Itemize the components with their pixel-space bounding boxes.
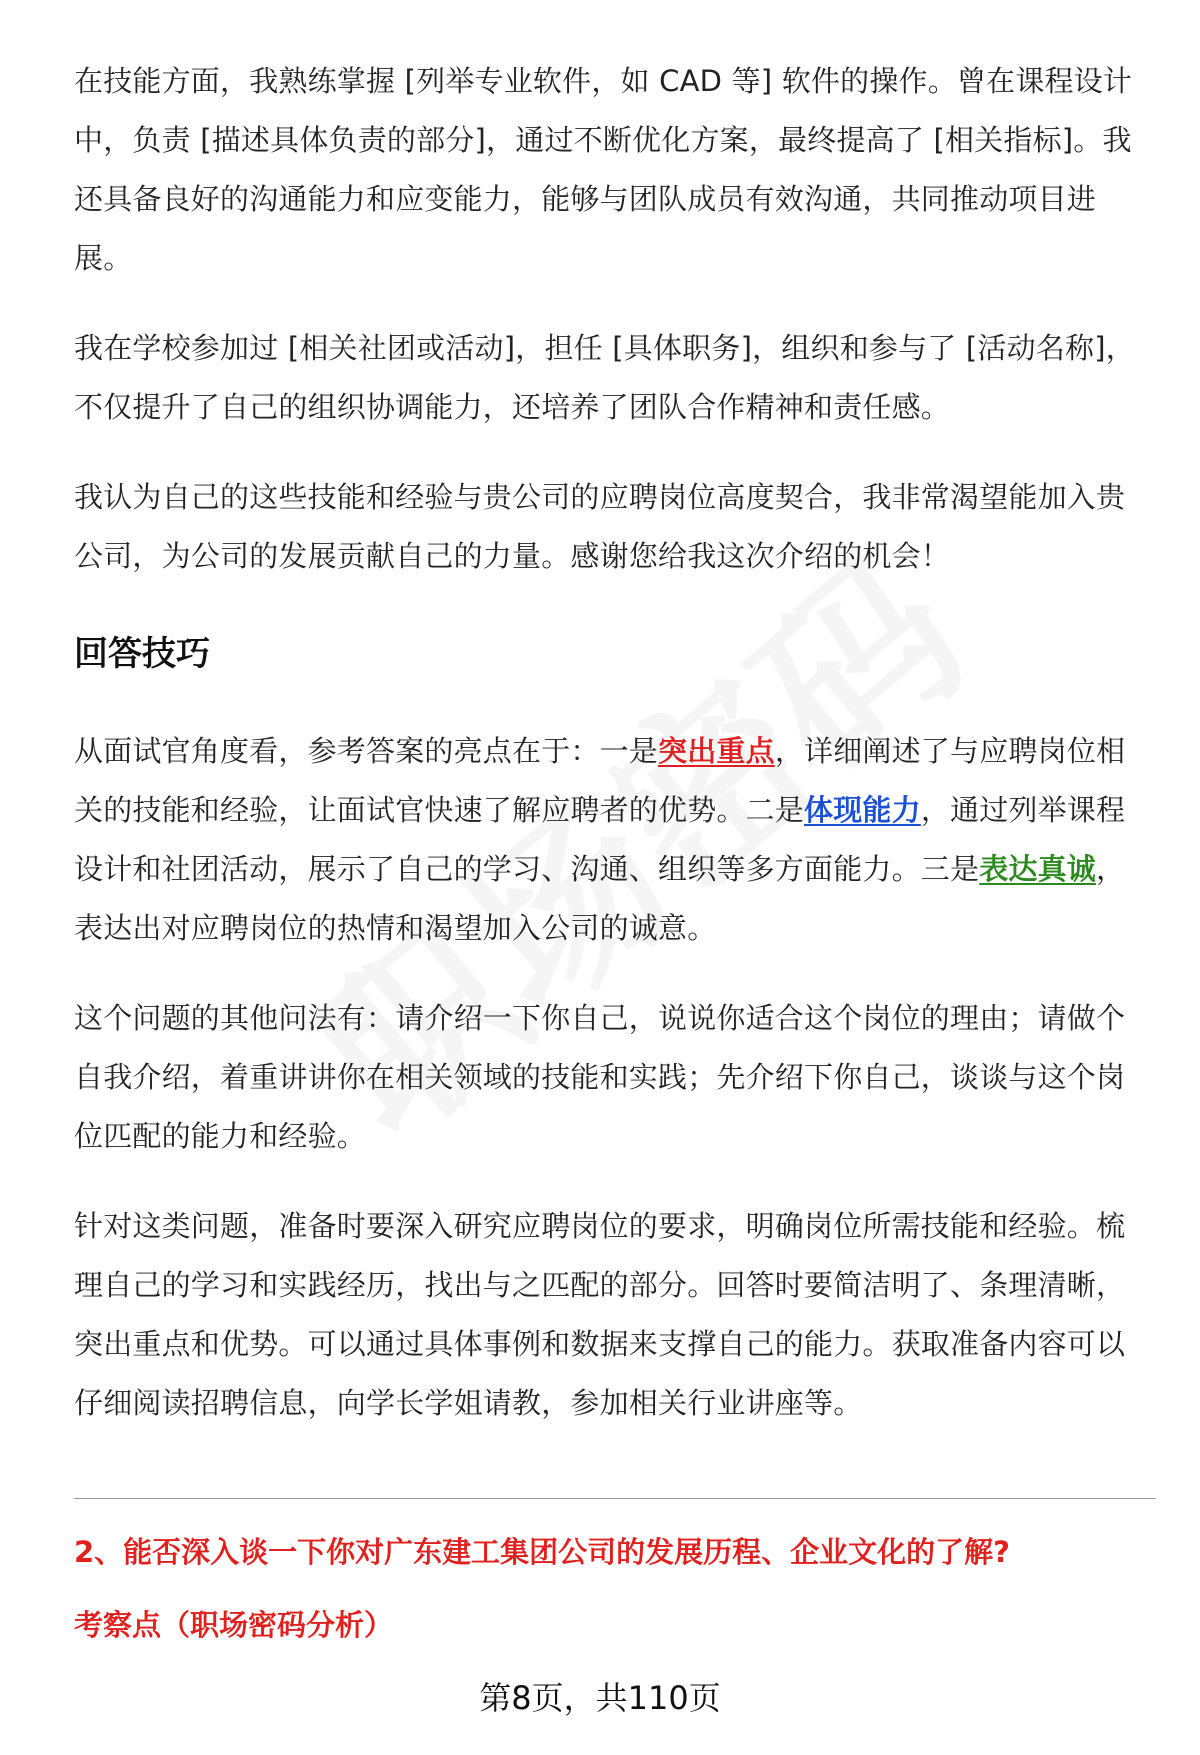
section-heading-tips: 回答技巧 [74,634,210,674]
paragraph-other-phrasings: 这个问题的其他问法有：请介绍一下你自己，说说你适合这个岗位的理由；请做个自我介绍，着重讲讲你在相关领域的技能和实践；先介绍下你自己，谈谈与这个岗位匹配的能力和经验。 [74,1001,1126,1153]
highlights-text-3: ，通过列举课程设计和社团活动，展示了自己的学习、沟通、组织等多方面能力。三是 [74,793,1126,886]
highlights-text-2: ，详细阐述了与应聘岗位相关的技能和经验，让面试官快速了解应聘者的优势。二是 [74,734,1126,827]
highlights-text-1: 从面试官角度看，参考答案的亮点在于：一是 [74,734,659,768]
next-question-subheading: 考察点（职场密码分析） [74,1608,394,1642]
paragraph-highlights [74,722,1150,958]
paragraph-skills: 在技能方面，我熟练掌握 [列举专业软件，如 CAD 等] 软件的操作。曾在课程设计中，负责 [描述具体负责的部分]，通过不断优化方案，最终提高了 [相关指标]。我还具备良好的沟通能力和应变能力，能够与团队成员有效沟通，共同推动项目进展。 [74,64,1133,275]
highlights-text-4: ，表达出对应聘岗位的热情和渴望加入公司的诚意。 [74,852,1126,945]
highlight-focus: 突出重点 [658,734,775,768]
highlight-ability: 体现能力 [804,793,921,827]
paragraph-closing: 我认为自己的这些技能和经验与贵公司的应聘岗位高度契合，我非常渴望能加入贵公司，为公司的发展贡献自己的力量。感谢您给我这次介绍的机会！ [74,480,1126,573]
paragraph-activities: 我在学校参加过 [相关社团或活动]，担任 [具体职务]，组织和参与了 [活动名称]，不仅提升了自己的组织协调能力，还培养了团队合作精神和责任感。 [74,331,1135,424]
highlight-sincerity: 表达真诚 [979,852,1097,886]
paragraph-preparation: 针对这类问题，准备时要深入研究应聘岗位的要求，明确岗位所需技能和经验。梳理自己的学习和实践经历，找出与之匹配的部分。回答时要简洁明了、条理清晰，突出重点和优势。可以通过具体事例和数据来支撑自己的能力。获取准备内容可以仔细阅读招聘信息，向学长学姐请教，参加相关行业讲座等。 [74,1209,1126,1420]
document-body [74,52,1150,1464]
section-divider [74,1498,1156,1499]
next-question-title: 2、能否深入谈一下你对广东建工集团公司的发展历程、企业文化的了解? [74,1535,1011,1569]
page-number: 第8页，共110页 [479,1679,721,1717]
